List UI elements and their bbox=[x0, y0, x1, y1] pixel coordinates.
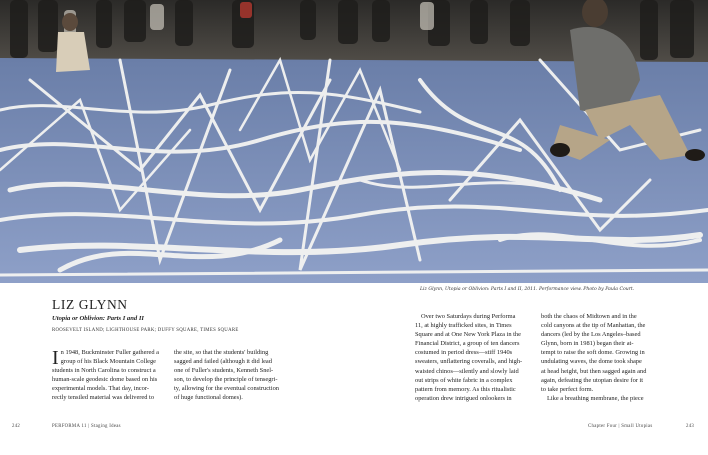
text-line: sweaters, unflattering coveralls, and high- bbox=[415, 358, 523, 366]
text-line: out strips of white fabric in a complex bbox=[415, 376, 513, 384]
text-line: pattern from memory. As this ritualistic bbox=[415, 385, 516, 393]
text-line: one of Fuller's students, Kenneth Snel- bbox=[174, 367, 274, 375]
text-line: group of his Black Mountain College bbox=[60, 358, 156, 366]
left-running-head: PERFORMA 11 | Staging Ideas bbox=[52, 424, 121, 429]
text-line: tempt to raise the soft dome. Growing in bbox=[541, 349, 645, 357]
text-line: of huge functional domes). bbox=[174, 394, 243, 402]
text-line: human-scale geodesic dome based on his bbox=[52, 376, 158, 384]
text-line: again, defeating the utopian desire for it bbox=[541, 376, 644, 384]
text-line: at head height, but then sagged again and bbox=[541, 367, 647, 375]
text-column-3 bbox=[415, 312, 522, 403]
drop-cap: I bbox=[52, 347, 59, 369]
article-title: LIZ GLYNN bbox=[52, 297, 128, 312]
text-column-1 bbox=[52, 348, 157, 403]
text-line: Glynn, born in 1981) began their at- bbox=[541, 340, 634, 348]
text-line: n 1948, Buckminster Fuller gathered a bbox=[60, 349, 159, 356]
right-running-head: Chapter Four | Small Utopias bbox=[588, 424, 653, 429]
text-column-4 bbox=[541, 312, 646, 403]
caption-title: Liz Glynn, Utopia or Oblivion: Parts I and II, 2011. bbox=[420, 287, 538, 292]
text-line: experimental models. That day, incor- bbox=[52, 385, 149, 393]
text-line: operation drew intrigued onlookers in bbox=[415, 394, 512, 402]
caption-credit: Performance view. Photo by Paula Court. bbox=[538, 287, 635, 292]
text-line: Like a breathing membrane, the piece bbox=[547, 394, 644, 402]
text-line: Over two Saturdays during Performa bbox=[421, 313, 516, 320]
text-line: Square and at One New York Plaza in the bbox=[415, 331, 521, 339]
text-line: cold canyons at the tip of Manhattan, the bbox=[541, 322, 646, 330]
text-line: to take perfect form. bbox=[541, 385, 594, 393]
text-line: son, to develop the principle of tensegri- bbox=[174, 376, 278, 384]
text-line: waisted chinos—silently and slowly laid bbox=[415, 367, 519, 375]
photo-caption bbox=[420, 287, 700, 293]
text-line: dancers (led by the Los Angeles–based bbox=[541, 331, 641, 339]
right-page-number: 243 bbox=[686, 424, 695, 429]
text-line: Financial District, a group of ten dancers bbox=[415, 340, 520, 348]
text-line: rectly tensiled material was delivered to bbox=[52, 394, 155, 402]
text-column-2 bbox=[174, 348, 279, 403]
text-line: costumed in period dress—stiff 1940s bbox=[415, 349, 513, 357]
text-line: the site, so that the students' building bbox=[174, 349, 269, 356]
text-line: ty, allowing for the eventual construction bbox=[174, 385, 280, 393]
text-line: students in North Carolina to construct a bbox=[52, 367, 156, 375]
text-line: undulating waves, the dome took shape bbox=[541, 358, 642, 366]
text-line: sagged and failed (although it did lead bbox=[174, 358, 272, 366]
text-line: 11, at highly trafficked sites, in Times bbox=[415, 322, 512, 330]
text-line: both the chaos of Midtown and in the bbox=[541, 313, 637, 320]
left-page-number: 242 bbox=[12, 424, 21, 429]
article-location: ROOSEVELT ISLAND; LIGHTHOUSE PARK; DUFFY SQUARE, TIMES SQUARE bbox=[52, 328, 239, 333]
article-subtitle: Utopia or Oblivion: Parts I and II bbox=[52, 315, 144, 322]
